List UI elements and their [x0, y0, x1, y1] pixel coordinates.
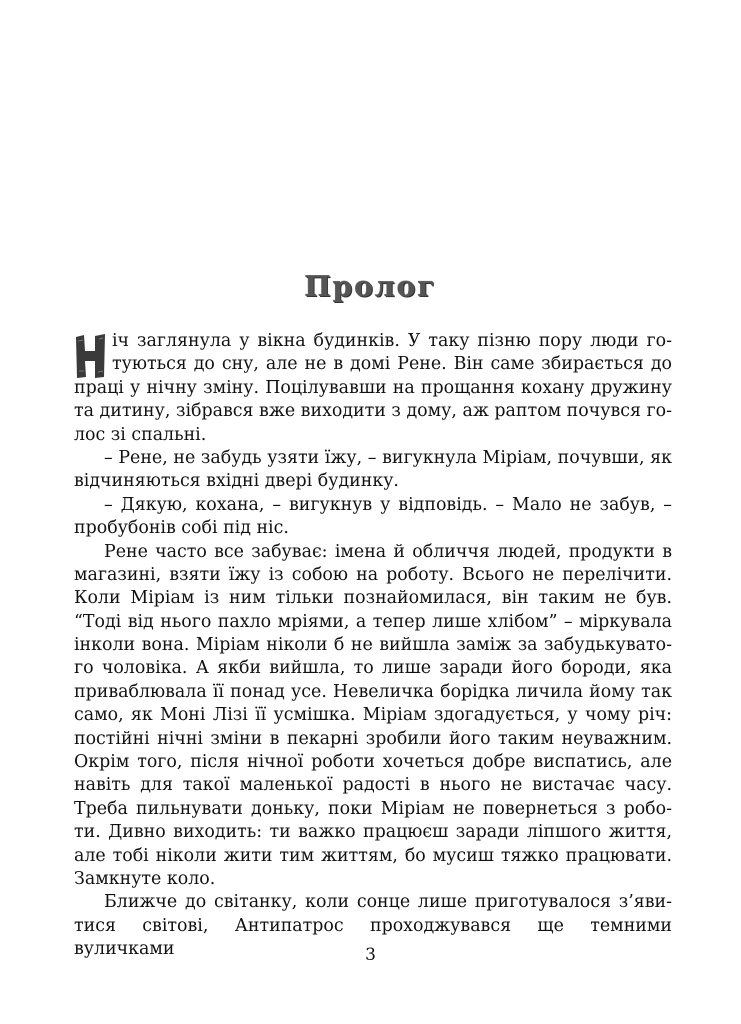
chapter-title: Пролог: [304, 270, 437, 303]
text-line: лос зі спальні.: [74, 424, 207, 445]
text-line: Окрім того, після нічної роботи хочеться добре виспатись, але: [74, 752, 672, 773]
text-line: туються до сну, але не в домі Рене. Він саме збирається до: [112, 354, 672, 375]
text-line: інколи вона. Міріам ніколи б не вийшла заміж за забудькувато-: [74, 635, 672, 656]
text-line: магазині, взяти їжу із собою на роботу. Всього не перелічити.: [74, 564, 672, 585]
text-line: але тобі ніколи жити тим життям, бо мусиш тяжко працювати.: [74, 845, 672, 866]
text-line: Коли Міріам із ним тільки познайомилася, він таким не був.: [74, 588, 672, 609]
text-line: Рене часто все забуває: імена й обличчя людей, продукти в: [104, 541, 672, 562]
text-line: Треба пильнувати доньку, поки Міріам не повернеться з робо-: [74, 798, 672, 819]
text-line: – Дякую, кохана, – вигукнув у відповідь. – Мало не забув, –: [104, 494, 672, 515]
text-line: приваблювала її понад усе. Невеличка борідка личила йому так: [74, 681, 672, 702]
text-line: пробубонів собі під ніс.: [74, 518, 289, 539]
text-line: та дитину, зібрався вже виходити з дому, аж раптом почувся го-: [74, 401, 672, 422]
body-text: [74, 330, 672, 960]
text-line: навіть для такої маленької радості в нього не вистачає часу.: [74, 775, 672, 796]
text-line: Замкнуте коло.: [74, 868, 216, 889]
text-line: “Тоді від нього пахло мріями, а тепер лише хлібом” – міркувала: [74, 611, 672, 632]
text-line: іч заглянула у вікна будинків. У таку пізню пору люди го-: [112, 331, 672, 351]
text-line: постійні нічні зміни в пекарні зробили його таким неуважним.: [74, 728, 672, 749]
text-line: само, як Моні Лізі її усмішка. Міріам здогадується, у чому річ:: [74, 705, 672, 726]
text-line: тися світові, Антипатрос проходжувався ще темними вуличками: [74, 915, 672, 960]
text-line: праці у нічну зміну. Поцілувавши на прощання кохану дружину: [74, 377, 672, 398]
page-number: 3: [365, 945, 376, 965]
text-line: го чоловіка. А якби вийшла, то лише заради його бороди, яка: [74, 658, 672, 679]
text-line: відчиняються вхідні двері будинку.: [74, 471, 399, 492]
text-line: – Рене, не забудь узяти їжу, – вигукнула Міріам, почувши, як: [104, 447, 672, 468]
text-line: Ближче до світанку, коли сонце лише приготувалося з’яви-: [104, 892, 672, 913]
text-line: ти. Дивно виходить: ти важко працюєш заради ліпшого життя,: [74, 822, 672, 843]
